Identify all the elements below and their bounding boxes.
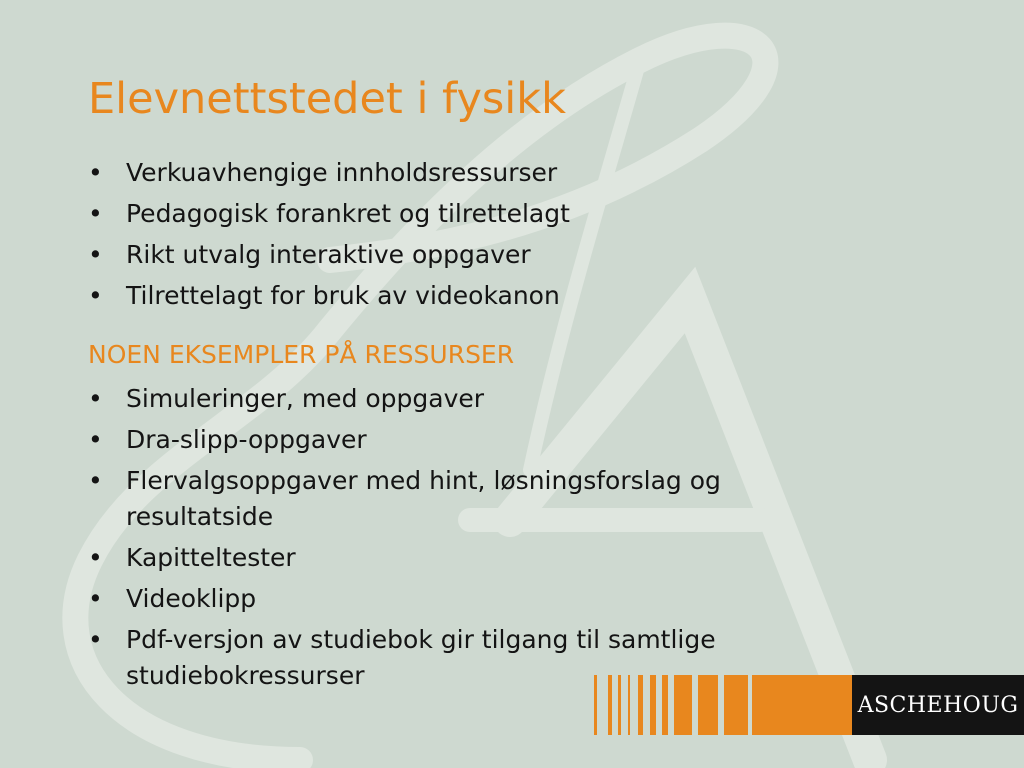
bullet: • — [88, 425, 103, 454]
examples-list — [88, 381, 848, 699]
list-item-text: Videoklipp — [126, 584, 257, 613]
list-item-text: Flervalgsoppgaver med hint, løsningsforslag og resultatside — [126, 466, 721, 531]
bullet: • — [88, 281, 103, 310]
list-item-text: Tilrettelagt for bruk av videokanon — [126, 281, 560, 310]
list-item — [88, 381, 848, 417]
logo-text: ASCHEHOUG — [857, 692, 1019, 718]
list-item — [88, 463, 826, 535]
list-item-text: Rikt utvalg interaktive oppgaver — [126, 240, 531, 269]
features-list — [88, 155, 848, 319]
list-item-text: Verkuavhengige innholdsressurser — [126, 158, 558, 187]
bullet: • — [88, 466, 103, 495]
list-item-text: Dra-slipp-oppgaver — [126, 425, 367, 454]
list-item — [88, 540, 848, 576]
list-item — [88, 237, 848, 273]
list-item — [88, 581, 848, 617]
bullet: • — [88, 199, 103, 228]
list-item-text: Kapitteltester — [126, 543, 296, 572]
list-item-text: Simuleringer, med oppgaver — [126, 384, 485, 413]
bullet: • — [88, 625, 103, 654]
list-item-text: Pedagogisk forankret og tilrettelagt — [126, 199, 570, 228]
aschehoug-logo — [852, 675, 1024, 735]
list-item-text: Pdf-versjon av studiebok gir tilgang til samtlige studiebokressurser — [126, 625, 716, 690]
bullet: • — [88, 543, 103, 572]
bullet: • — [88, 384, 103, 413]
examples-heading: NOEN EKSEMPLER PÅ RESSURSER — [88, 340, 515, 369]
slide-title: Elevnettstedet i fysikk — [88, 74, 567, 124]
bullet: • — [88, 158, 103, 187]
list-item — [88, 196, 848, 232]
footer-stripes — [594, 675, 852, 735]
bullet: • — [88, 240, 103, 269]
bullet: • — [88, 584, 103, 613]
list-item — [88, 278, 848, 314]
list-item — [88, 422, 848, 458]
list-item — [88, 155, 848, 191]
